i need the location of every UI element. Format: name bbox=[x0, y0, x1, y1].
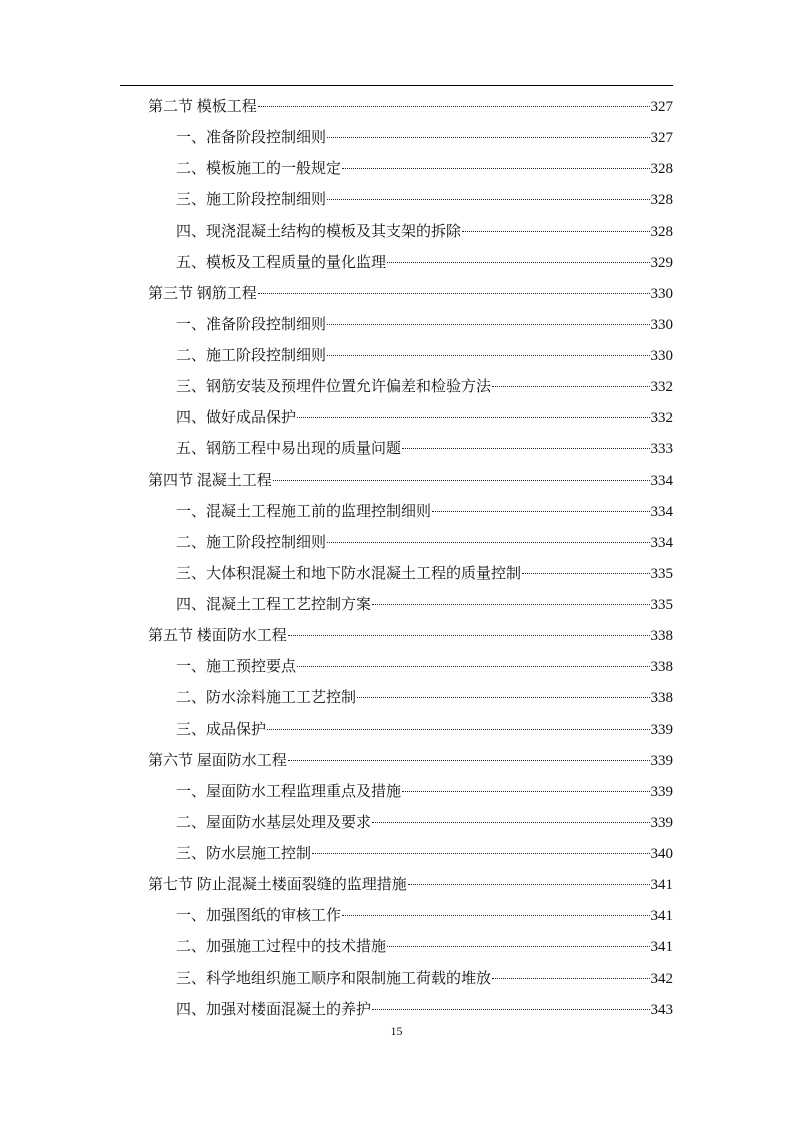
toc-entry-page: 327 bbox=[650, 99, 673, 115]
dot-leader bbox=[387, 945, 649, 947]
toc-entry-page: 338 bbox=[650, 690, 673, 707]
toc-subsection-entry[interactable] bbox=[0, 310, 793, 341]
dot-leader bbox=[492, 977, 649, 979]
toc-entry-title: 四、做好成品保护 bbox=[176, 410, 297, 427]
toc-entry-title: 四、现浇混凝土结构的模板及其支架的拆除 bbox=[176, 223, 462, 240]
toc-entry-title: 二、施工阶段控制细则 bbox=[176, 348, 327, 364]
toc-subsection-entry[interactable] bbox=[0, 683, 793, 714]
dot-leader bbox=[522, 572, 649, 574]
toc-entry-title: 二、施工阶段控制细则 bbox=[176, 534, 327, 551]
dot-leader bbox=[402, 790, 649, 792]
toc-subsection-entry[interactable] bbox=[0, 123, 793, 154]
toc-entry-title: 第六节 屋面防水工程 bbox=[148, 752, 287, 769]
dot-leader bbox=[327, 198, 649, 200]
toc-entry-page: 339 bbox=[650, 814, 673, 831]
toc-entry-page: 328 bbox=[650, 161, 673, 178]
dot-leader bbox=[327, 541, 649, 543]
dot-leader bbox=[273, 479, 650, 481]
toc-subsection-entry[interactable] bbox=[0, 808, 793, 839]
toc-subsection-entry[interactable] bbox=[0, 839, 793, 870]
dot-leader bbox=[327, 323, 649, 325]
toc-entry-page: 338 bbox=[650, 628, 673, 645]
toc-entry-page: 330 bbox=[650, 285, 673, 302]
toc-entry-page: 329 bbox=[650, 254, 673, 271]
toc-entry-page: 339 bbox=[650, 721, 673, 738]
toc-entry-page: 333 bbox=[650, 441, 673, 458]
toc-entry-page: 330 bbox=[650, 348, 673, 364]
dot-leader bbox=[327, 136, 649, 138]
toc-subsection-entry[interactable] bbox=[0, 341, 793, 372]
toc-subsection-entry[interactable] bbox=[0, 590, 793, 621]
toc-entry-title: 五、模板及工程质量的量化监理 bbox=[176, 254, 387, 271]
dot-leader bbox=[357, 696, 649, 698]
toc-section-entry[interactable] bbox=[0, 870, 793, 901]
toc-entry-title: 一、加强图纸的审核工作 bbox=[176, 908, 342, 925]
toc-entry-title: 一、准备阶段控制细则 bbox=[176, 316, 327, 333]
toc-subsection-entry[interactable] bbox=[0, 777, 793, 808]
toc-entry-page: 335 bbox=[650, 565, 673, 582]
table-of-contents bbox=[0, 92, 793, 1026]
toc-section-entry[interactable] bbox=[0, 279, 793, 310]
toc-entry-page: 340 bbox=[650, 846, 673, 862]
toc-entry-title: 第三节 钢筋工程 bbox=[148, 285, 257, 302]
toc-entry-title: 三、防水层施工控制 bbox=[176, 846, 312, 862]
toc-entry-page: 343 bbox=[650, 1001, 673, 1018]
toc-entry-title: 一、混凝土工程施工前的监理控制细则 bbox=[176, 503, 432, 520]
dot-leader bbox=[288, 759, 650, 761]
toc-subsection-entry[interactable] bbox=[0, 652, 793, 683]
dot-leader bbox=[297, 665, 649, 667]
toc-subsection-entry[interactable] bbox=[0, 715, 793, 746]
toc-entry-page: 332 bbox=[650, 410, 673, 427]
toc-subsection-entry[interactable] bbox=[0, 559, 793, 590]
toc-entry-page: 334 bbox=[650, 534, 673, 551]
toc-entry-title: 四、混凝土工程工艺控制方案 bbox=[176, 597, 372, 613]
toc-entry-page: 342 bbox=[650, 970, 673, 987]
toc-entry-page: 334 bbox=[650, 472, 673, 489]
toc-entry-page: 328 bbox=[650, 192, 673, 209]
toc-entry-page: 330 bbox=[650, 316, 673, 333]
toc-subsection-entry[interactable] bbox=[0, 497, 793, 528]
toc-entry-title: 二、屋面防水基层处理及要求 bbox=[176, 814, 372, 831]
dot-leader bbox=[402, 447, 649, 449]
toc-entry-title: 二、防水涂料施工工艺控制 bbox=[176, 690, 357, 707]
header-rule bbox=[120, 85, 673, 86]
toc-section-entry[interactable] bbox=[0, 621, 793, 652]
dot-leader bbox=[288, 634, 650, 636]
toc-entry-title: 三、大体积混凝土和地下防水混凝土工程的质量控制 bbox=[176, 565, 522, 582]
dot-leader bbox=[312, 852, 649, 854]
toc-subsection-entry[interactable] bbox=[0, 248, 793, 279]
toc-entry-title: 三、科学地组织施工顺序和限制施工荷载的堆放 bbox=[176, 970, 492, 987]
toc-entry-title: 二、模板施工的一般规定 bbox=[176, 161, 342, 178]
dot-leader bbox=[492, 385, 649, 387]
dot-leader bbox=[267, 728, 649, 730]
dot-leader bbox=[432, 510, 649, 512]
toc-entry-title: 第七节 防止混凝土楼面裂缝的监理措施 bbox=[148, 877, 407, 894]
toc-subsection-entry[interactable] bbox=[0, 932, 793, 963]
toc-subsection-entry[interactable] bbox=[0, 372, 793, 403]
toc-entry-title: 第五节 楼面防水工程 bbox=[148, 628, 287, 645]
dot-leader bbox=[327, 354, 649, 356]
dot-leader bbox=[387, 261, 649, 263]
toc-entry-title: 一、准备阶段控制细则 bbox=[176, 130, 327, 147]
toc-subsection-entry[interactable] bbox=[0, 403, 793, 434]
toc-entry-page: 341 bbox=[650, 877, 673, 894]
toc-subsection-entry[interactable] bbox=[0, 154, 793, 185]
toc-section-entry[interactable] bbox=[0, 746, 793, 777]
page-number: 15 bbox=[390, 1024, 403, 1038]
toc-entry-title: 三、成品保护 bbox=[176, 721, 267, 738]
toc-entry-page: 327 bbox=[650, 130, 673, 147]
toc-entry-title: 二、加强施工过程中的技术措施 bbox=[176, 939, 387, 956]
toc-subsection-entry[interactable] bbox=[0, 217, 793, 248]
dot-leader bbox=[342, 167, 649, 169]
dot-leader bbox=[258, 292, 650, 294]
toc-entry-title: 第四节 混凝土工程 bbox=[148, 472, 272, 489]
toc-entry-title: 五、钢筋工程中易出现的质量问题 bbox=[176, 441, 402, 458]
toc-subsection-entry[interactable] bbox=[0, 528, 793, 559]
toc-entry-title: 三、施工阶段控制细则 bbox=[176, 192, 327, 209]
toc-entry-title: 三、钢筋安装及预埋件位置允许偏差和检验方法 bbox=[176, 379, 492, 396]
toc-entry-title: 一、施工预控要点 bbox=[176, 659, 297, 676]
toc-entry-page: 339 bbox=[650, 783, 673, 800]
toc-section-entry[interactable] bbox=[0, 466, 793, 497]
toc-subsection-entry[interactable] bbox=[0, 185, 793, 216]
toc-entry-title: 四、加强对楼面混凝土的养护 bbox=[176, 1001, 372, 1018]
toc-entry-page: 339 bbox=[650, 752, 673, 769]
toc-subsection-entry[interactable] bbox=[0, 964, 793, 995]
toc-subsection-entry[interactable] bbox=[0, 434, 793, 465]
toc-entry-page: 332 bbox=[650, 379, 673, 396]
toc-entry-title: 第二节 模板工程 bbox=[148, 99, 257, 115]
dot-leader bbox=[372, 1008, 649, 1010]
toc-entry-page: 328 bbox=[650, 223, 673, 240]
toc-section-entry[interactable] bbox=[0, 92, 793, 123]
toc-entry-page: 341 bbox=[650, 908, 673, 925]
dot-leader bbox=[462, 230, 649, 232]
dot-leader bbox=[372, 821, 649, 823]
dot-leader bbox=[342, 914, 649, 916]
dot-leader bbox=[408, 883, 650, 885]
dot-leader bbox=[372, 603, 649, 605]
dot-leader bbox=[297, 416, 649, 418]
toc-entry-title: 一、屋面防水工程监理重点及措施 bbox=[176, 783, 402, 800]
toc-entry-page: 341 bbox=[650, 939, 673, 956]
toc-entry-page: 335 bbox=[650, 597, 673, 613]
dot-leader bbox=[258, 105, 650, 107]
toc-entry-page: 338 bbox=[650, 659, 673, 676]
toc-subsection-entry[interactable] bbox=[0, 901, 793, 932]
toc-subsection-entry[interactable] bbox=[0, 995, 793, 1026]
toc-entry-page: 334 bbox=[650, 503, 673, 520]
